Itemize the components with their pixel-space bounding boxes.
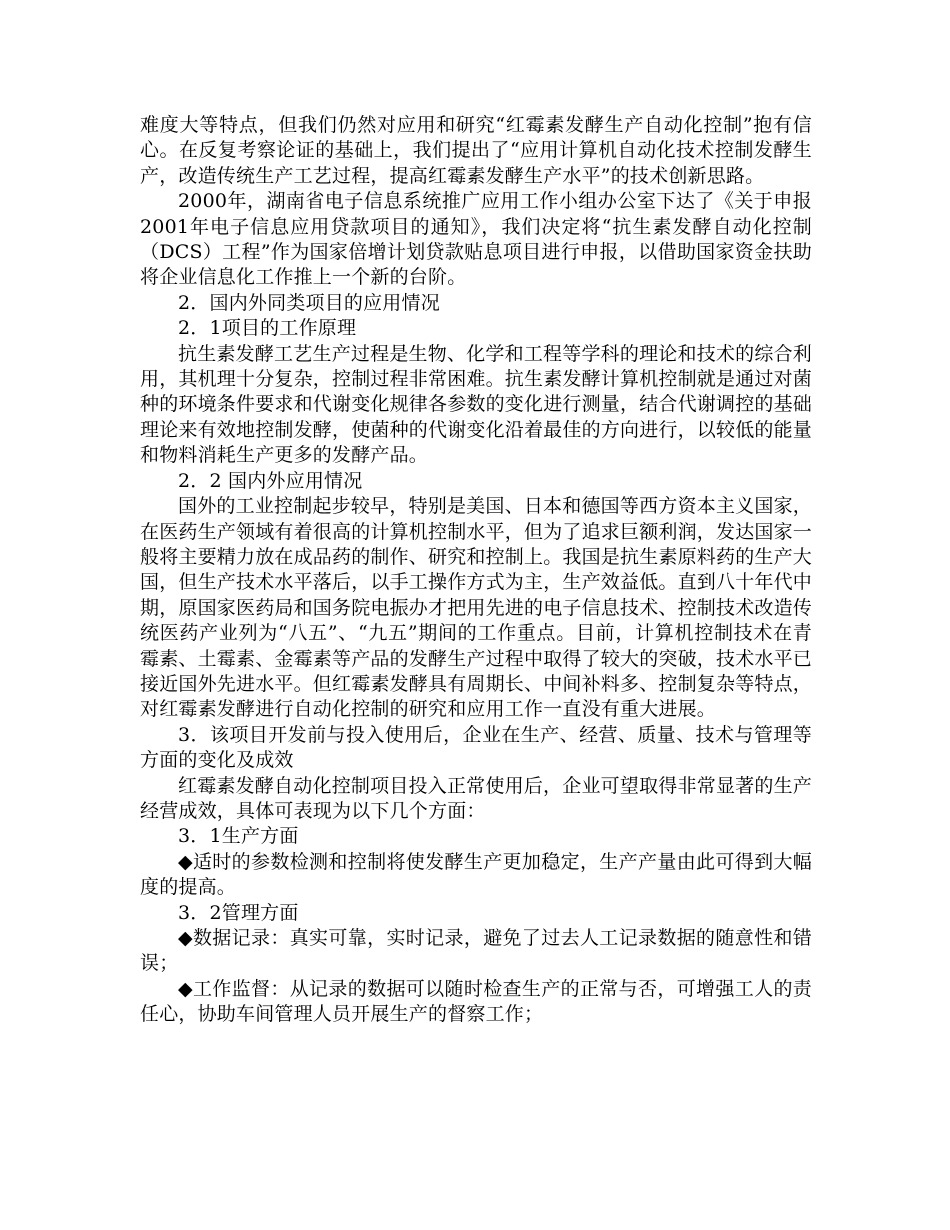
section-heading-2: 2．国内外同类项目的应用情况 xyxy=(178,291,440,314)
section-heading-3: 3．该项目开发前与投入使用后，企业在生产、经营、质量、技术与管理等方面的变化及成效 xyxy=(140,723,812,772)
paragraph-intro-continued: 难度大等特点，但我们仍然对应用和研究“红霉素发酵生产自动化控制”抱有信心。在反复考察论证的基础上，我们提出了“应用计算机自动化技术控制发酵生产，改造传统生产工艺过程，提高红霉素发酵生产水平”的技术创新思路。 xyxy=(140,114,812,187)
paragraph-working-principle: 抗生素发酵工艺生产过程是生物、化学和工程等学科的理论和技术的综合利用，其机理十分复杂，控制过程非常困难。抗生素发酵计算机控制就是通过对菌种的环境条件要求和代谢变化规律各参数的变化进行测量，结合代谢调控的基础理论来有效地控制发酵，使菌种的代谢变化沿着最佳的方向进行，以较低的能量和物料消耗生产更多的发酵产品。 xyxy=(140,342,813,467)
section-heading-3-2: 3．2管理方面 xyxy=(178,901,299,924)
bullet-data-record: ◆数据记录：真实可靠，实时记录，避免了过去人工记录数据的随意性和错误； xyxy=(140,927,812,975)
document-body xyxy=(140,113,812,1028)
bullet-production: ◆适时的参数检测和控制将使发酵生产更加稳定，生产产量由此可得到大幅度的提高。 xyxy=(140,850,812,899)
paragraph-project-application: 2000年，湖南省电子信息系统推广应用工作小组办公室下达了《关于申报2001年电子信息应用贷款项目的通知》，我们决定将“抗生素发酵自动化控制（DCS）工程”作为国家倍增计划贷款贴息项目进行申报，以借助国家资金扶助将企业信息化工作推上一个新的台阶。 xyxy=(140,190,812,289)
bullet-work-supervision: ◆工作监督：从记录的数据可以随时检查生产的正常与否，可增强工人的责任心，协助车间管理人员开展生产的督察工作； xyxy=(140,977,812,1026)
section-heading-3-1: 3．1生产方面 xyxy=(178,825,299,848)
paragraph-results-intro: 红霉素发酵自动化控制项目投入正常使用后，企业可望取得非常显著的生产经营成效，具体可表现为以下几个方面： xyxy=(140,774,812,822)
paragraph-domestic-foreign: 国外的工业控制起步较早，特别是美国、日本和德国等西方资本主义国家，在医药生产领域有着很高的计算机控制水平，但为了追求巨额利润，发达国家一般将主要精力放在成品药的制作、研究和控制上。我国是抗生素原料药的生产大国，但生产技术水平落后，以手工操作方式为主，生产效益低。直到八十年代中期，原国家医药局和国务院电振办才把用先进的电子信息技术、控制技术改造传统医药产业列为“八五”、“九五”期间的工作重点。目前，计算机控制技术在青霉素、土霉素、金霉素等产品的发酵生产过程中取得了较大的突破，技术水平已接近国外先进水平。但红霉素发酵具有周期长、中间补料多、控制复杂等特点，对红霉素发酵进行自动化控制的研究和应用工作一直没有重大进展。 xyxy=(140,495,813,721)
section-heading-2-1: 2．1项目的工作原理 xyxy=(178,317,357,340)
section-heading-2-2: 2．2 国内外应用情况 xyxy=(178,469,363,492)
